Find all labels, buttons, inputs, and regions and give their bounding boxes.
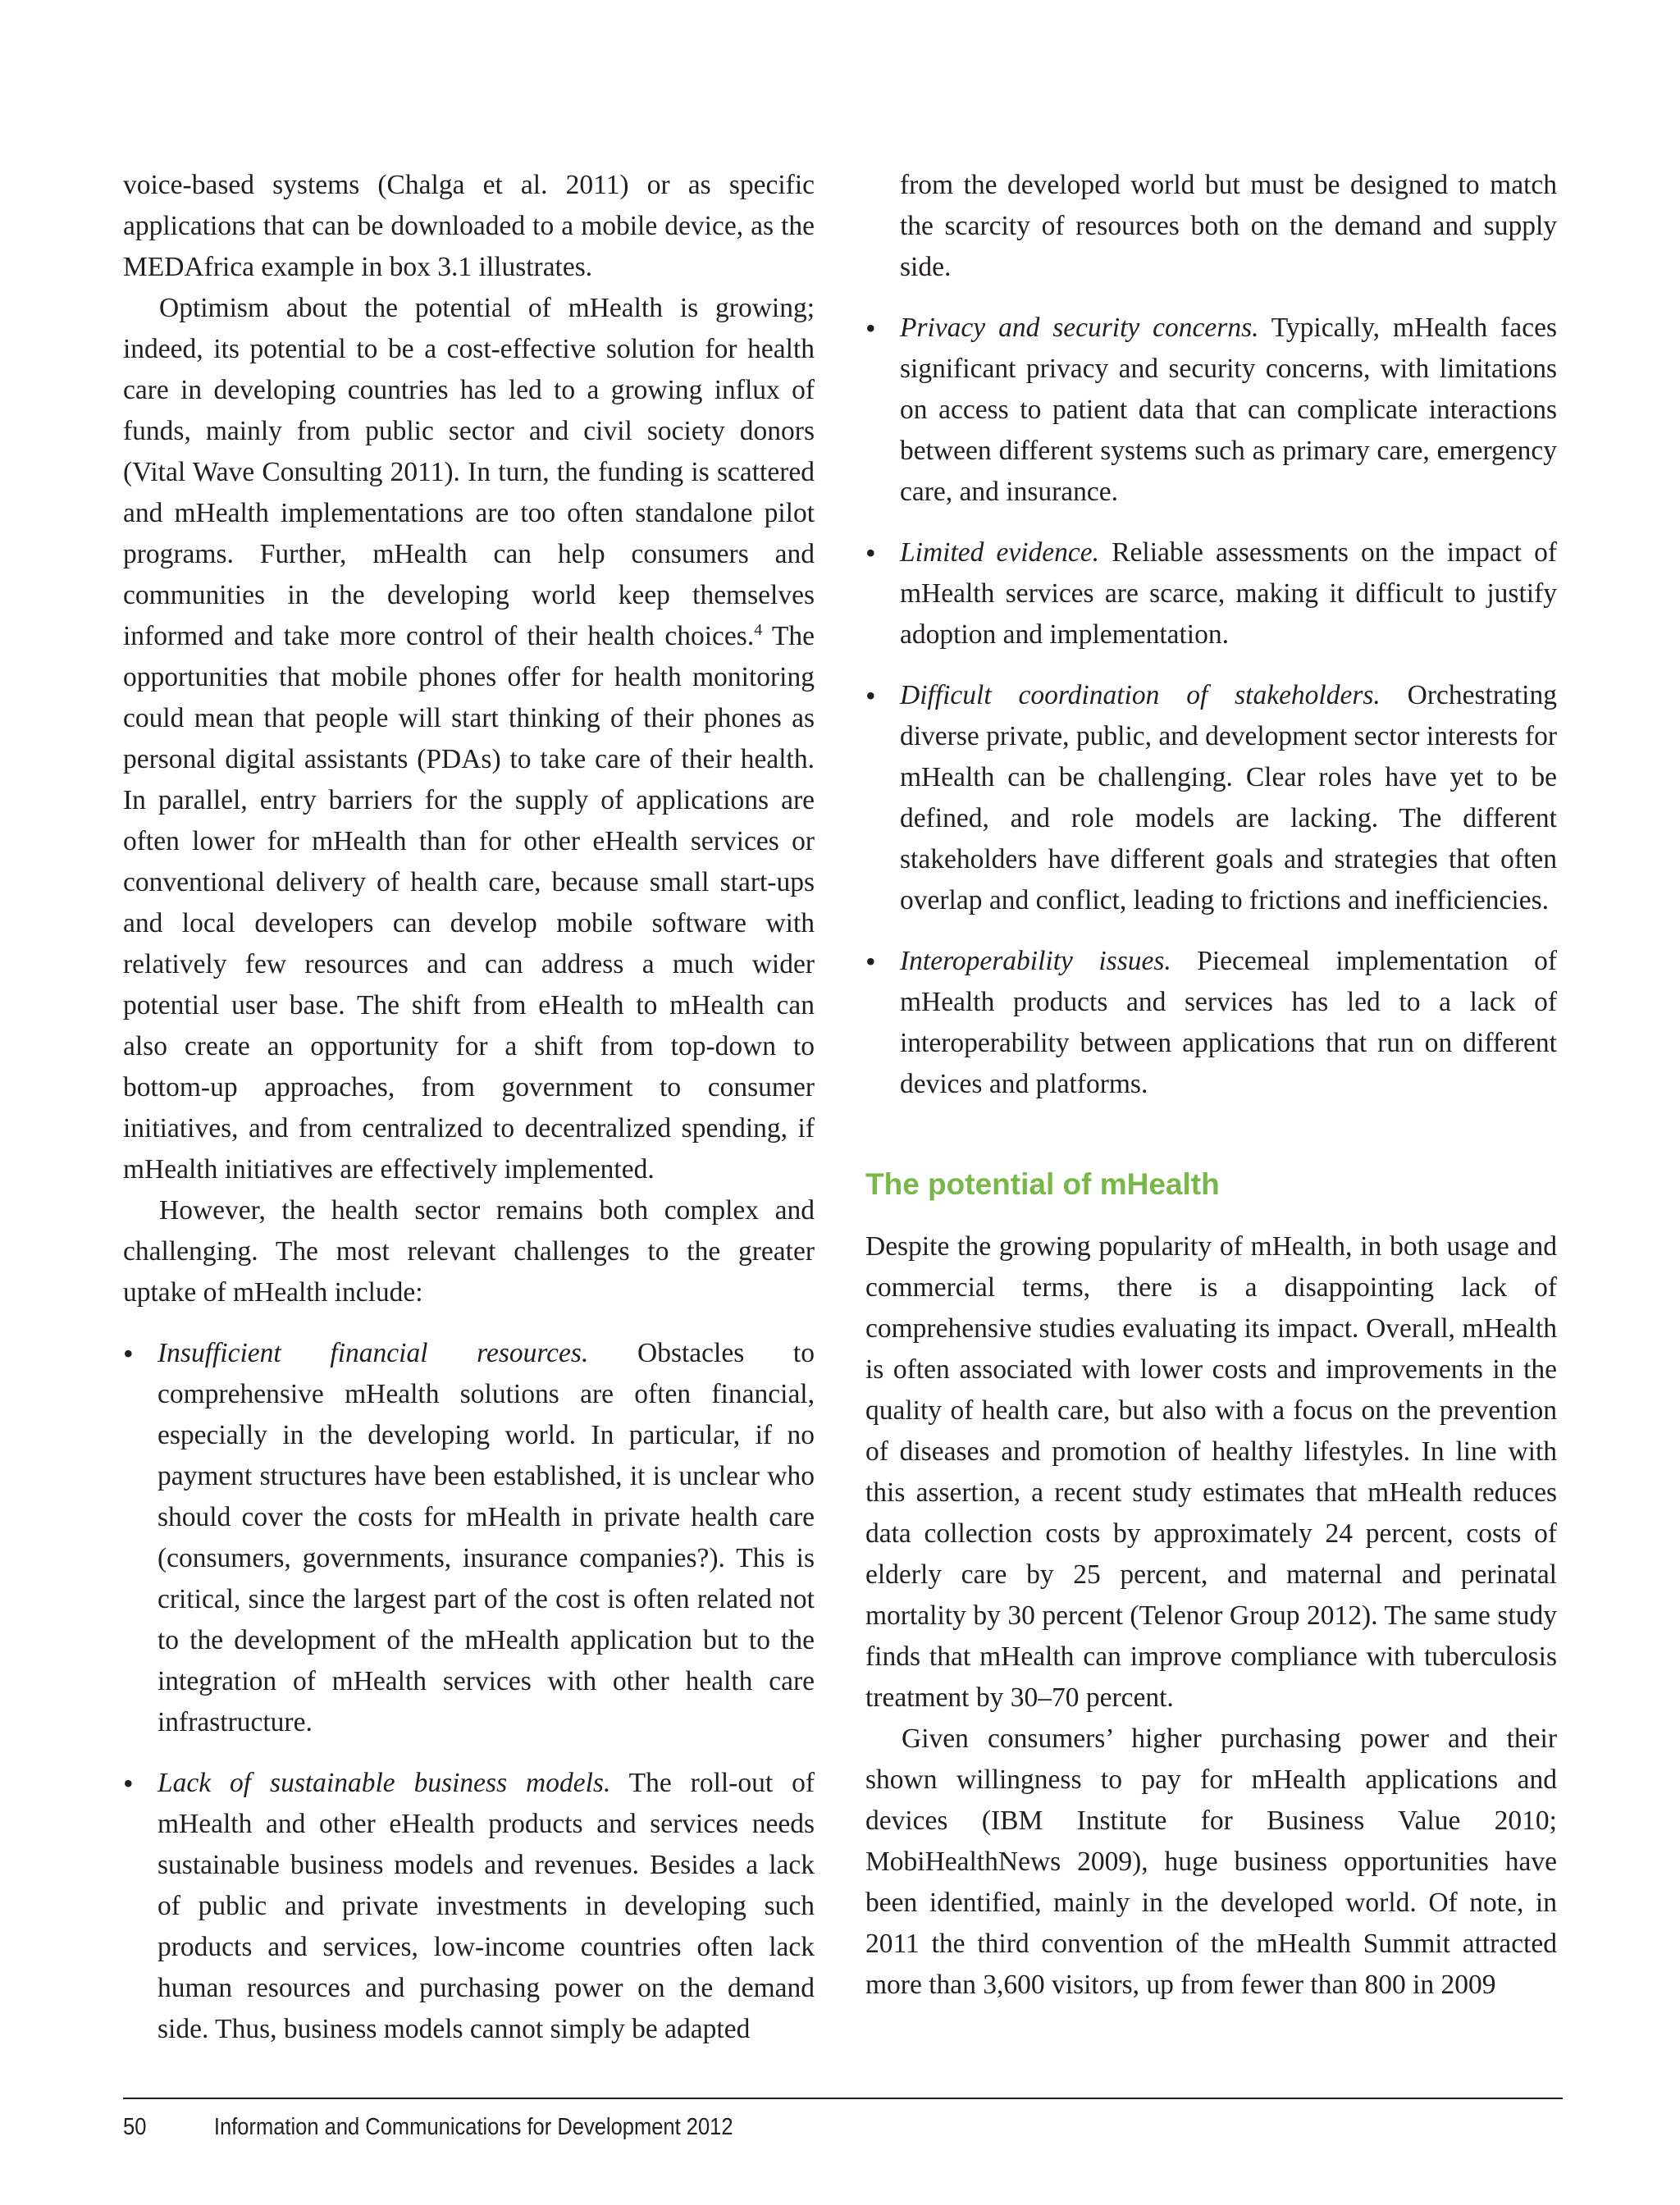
- list-item-text: Obstacles to comprehensive mHealth solutions are often financial, especially in the developing world. In particular, if no payment structures have been established, it is unclear who should cover the costs for mHealth in private health care (consumers, governments, insurance companies?). This is critical, since the largest part of the cost is often related not to the development of the mHealth application but to the integration of mHealth services with other health care infrastructure.: [158, 1338, 815, 1737]
- list-item: [865, 941, 1557, 1105]
- left-column: [123, 165, 815, 2070]
- list-item: [123, 1333, 815, 1743]
- list-item-title: Insufficient financial resources.: [158, 1338, 589, 1368]
- page-footer: [123, 2112, 733, 2142]
- body-paragraph: [123, 288, 815, 1190]
- list-item-title: Difficult coordination of stakeholders.: [900, 680, 1381, 710]
- list-item: [865, 532, 1557, 655]
- footer-divider: [123, 2098, 1563, 2099]
- body-paragraph: Given consumers’ higher purchasing power and their shown willingness to pay for mHealth applications and devices (IBM Institute for Business Value 2010; MobiHealthNews 2009), huge business opportunities have been identified, mainly in the developed world. Of note, in 2011 the third convention of the mHealth Summit attracted more than 3,600 visitors, up from fewer than 800 in 2009: [865, 1723, 1557, 2000]
- list-item: [123, 1763, 815, 2050]
- challenge-list-continued: [865, 165, 1557, 1105]
- body-paragraph: However, the health sector remains both complex and challenging. The most relevant challenges to the greater uptake of mHealth include:: [123, 1195, 815, 1308]
- list-item-title: Interoperability issues.: [900, 946, 1171, 976]
- page-number: 50: [123, 2114, 147, 2140]
- body-paragraph: voice-based systems (Chalga et al. 2011) or as specific applications that can be downloaded to a mobile device, as the MEDAfrica example in box 3.1 illustrates.: [123, 170, 815, 282]
- list-item-title: Limited evidence.: [900, 537, 1100, 568]
- list-item-text: Orchestrating diverse private, public, and development sector interests for mHealth can be challenging. Clear roles have yet to be defined, and role models are lacking. The different stakeholders have different goals and strategies that often overlap and conflict, leading to frictions and inefficiencies.: [900, 680, 1557, 915]
- list-item-title: Lack of sustainable business models.: [158, 1768, 611, 1798]
- list-item-text: from the developed world but must be designed to match the scarcity of resources both on the demand and supply side.: [900, 170, 1557, 282]
- list-item-text: Reliable assessments on the impact of mHealth services are scarce, making it difficult to justify adoption and implementation.: [900, 537, 1557, 650]
- list-item-text: Typically, mHealth faces significant privacy and security concerns, with limitations on access to patient data that can complicate interactions between different systems such as primary care, emergency care, and insurance.: [900, 313, 1558, 507]
- publication-title: Information and Communications for Development 2012: [213, 2114, 733, 2140]
- right-column: [865, 165, 1557, 2006]
- footnote-marker: 4: [754, 620, 763, 639]
- list-item: [865, 308, 1557, 513]
- body-paragraph: Despite the growing popularity of mHealth, in both usage and commercial terms, there is a disappointing lack of comprehensive studies evaluating its impact. Overall, mHealth is often associated with lower costs and improvements in the quality of health care, but also with a focus on the prevention of diseases and promotion of healthy lifestyles. In line with this assertion, a recent study estimates that mHealth reduces data collection costs by approximately 24 percent, costs of elderly care by 25 percent, and maternal and perinatal mortality by 30 percent (Telenor Group 2012). The same study finds that mHealth can improve compliance with tuberculosis treatment by 30–70 percent.: [865, 1231, 1557, 1713]
- section-heading: The potential of mHealth: [865, 1167, 1220, 1201]
- list-item-text: The roll-out of mHealth and other eHealth products and services needs sustainable business models and revenues. Besides a lack of public and private investments in developing such products and services, low-income countries often lack human resources and purchasing power on the demand side. Thus, business models cannot simply be adapted: [158, 1768, 815, 2044]
- list-item-text: Piecemeal implementation of mHealth products and services has led to a lack of interoperability between applications that run on different devices and platforms.: [900, 946, 1557, 1099]
- paragraph-text: Optimism about the potential of mHealth is growing; indeed, its potential to be a cost-effective solution for health care in developing countries has led to a growing influx of funds, mainly from public sector and civil society donors (Vital Wave Consulting 2011). In turn, the funding is scattered and mHealth implementations are too often standalone pilot programs. Further, mHealth can help consumers and communities in the developing world keep themselves informed and take more control of their health choices.: [123, 293, 815, 651]
- paragraph-text: The opportunities that mobile phones offer for health monitoring could mean that people will start thinking of their phones as personal digital assistants (PDAs) to take care of their health. In parallel, entry barriers for the supply of applications are often lower for mHealth than for other eHealth services or conventional delivery of health care, because small start-ups and local developers can develop mobile software with relatively few resources and can address a much wider potential user base. The shift from eHealth to mHealth can also create an opportunity for a shift from top-down to bottom-up approaches, from government to consumer initiatives, and from centralized to decentralized spending, if mHealth initiatives are effectively implemented.: [123, 621, 815, 1185]
- list-item-title: Privacy and security concerns.: [900, 313, 1259, 343]
- challenge-list: [123, 1333, 815, 2050]
- list-item-continuation: [865, 165, 1557, 288]
- list-item: [865, 675, 1557, 921]
